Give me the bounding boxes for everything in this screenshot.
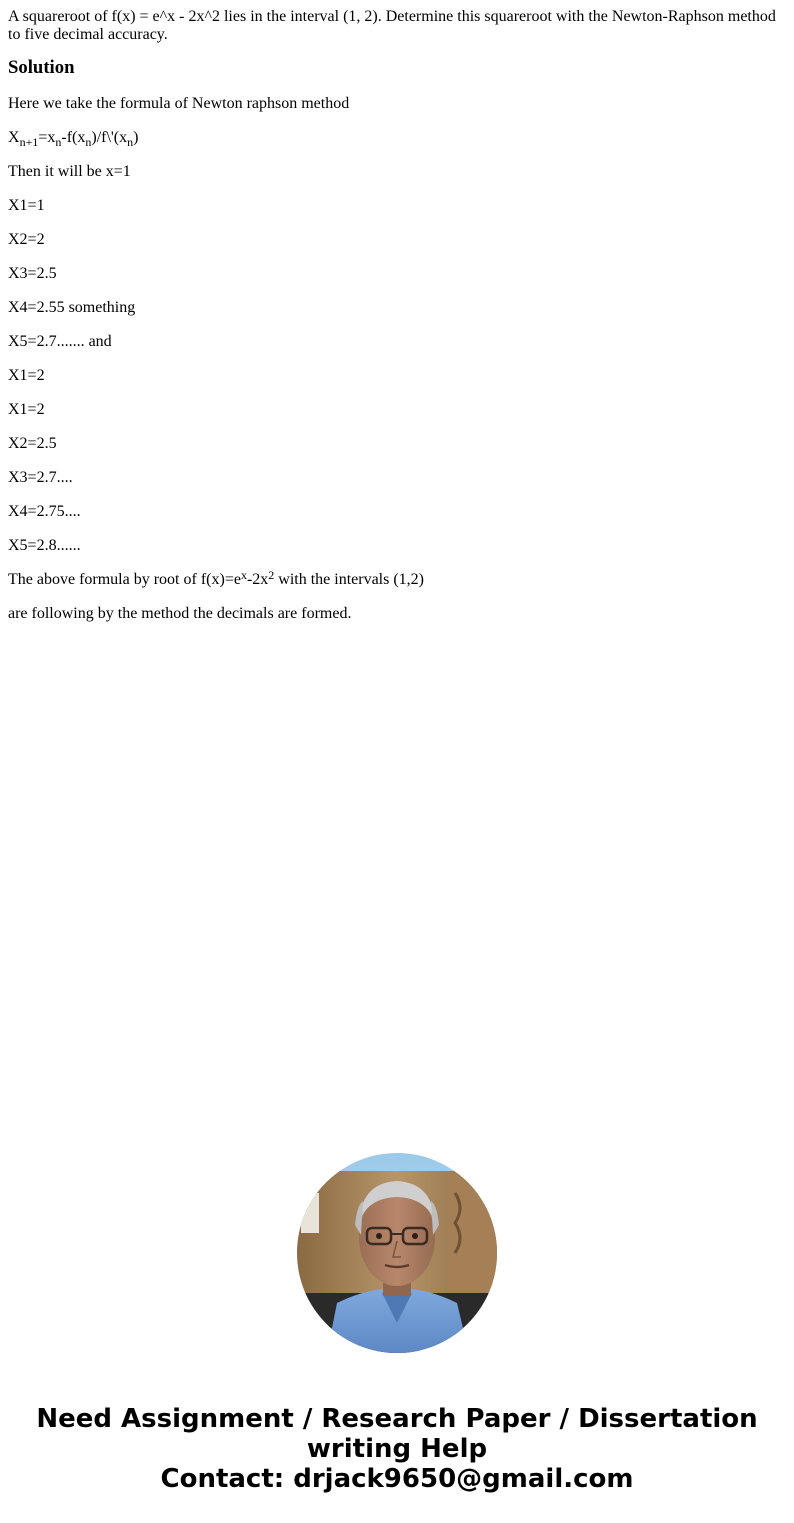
formula-x: X (8, 129, 20, 146)
step-line: X5=2.8...... (8, 537, 81, 554)
footer-line-2: writing Help (306, 1434, 488, 1464)
formula-div-fprime: )/f\'(x (91, 129, 128, 146)
step-line: X4=2.75.... (8, 503, 81, 520)
step-line: X5=2.7....... and (8, 333, 112, 350)
formula-sub-n: n (127, 135, 134, 149)
newton-formula (8, 129, 786, 147)
step-line: X1=2 (8, 401, 45, 418)
step-line: X3=2.7.... (8, 469, 73, 486)
step-line: X1=1 (8, 197, 45, 214)
formula-minus-f: -f(x (61, 129, 86, 146)
formula-sub-n1: n+1 (19, 135, 39, 149)
author-avatar (297, 1153, 497, 1353)
conclusion-mid: -2x (246, 571, 269, 588)
step-line: X3=2.5 (8, 265, 57, 282)
conclusion-text (8, 568, 786, 589)
closing-text: are following by the method the decimals are formed. (8, 605, 352, 622)
step-line: X4=2.55 something (8, 299, 136, 316)
conclusion-sup-x: x (240, 568, 247, 582)
step-line: X2=2.5 (8, 435, 57, 452)
formula-sub-n: n (85, 135, 92, 149)
step-line: X2=2 (8, 231, 45, 248)
conclusion-pre: The above formula by root of f(x)=e (8, 571, 241, 588)
solution-heading: Solution (8, 57, 75, 78)
footer-line-1: Need Assignment / Research Paper / Dissertation (36, 1404, 758, 1434)
author-photo (297, 1153, 497, 1353)
question-text: A squareroot of f(x) = e^x - 2x^2 lies in the interval (1, 2). Determine this squareroot with the Newton-Raphson method to five decimal accuracy. (8, 8, 776, 43)
intro-text: Here we take the formula of Newton raphson method (8, 95, 350, 112)
formula-sub-n: n (55, 135, 62, 149)
conclusion-sup-2: 2 (268, 568, 275, 582)
document-body (8, 8, 786, 623)
formula-eq: =x (38, 129, 56, 146)
footer-contact: Contact: drjack9650@gmail.com (160, 1464, 634, 1494)
then-line: Then it will be x=1 (8, 163, 131, 180)
step-line: X1=2 (8, 367, 45, 384)
conclusion-post: with the intervals (1,2) (274, 571, 425, 588)
formula-close: ) (133, 129, 139, 146)
footer-banner (0, 1404, 794, 1494)
